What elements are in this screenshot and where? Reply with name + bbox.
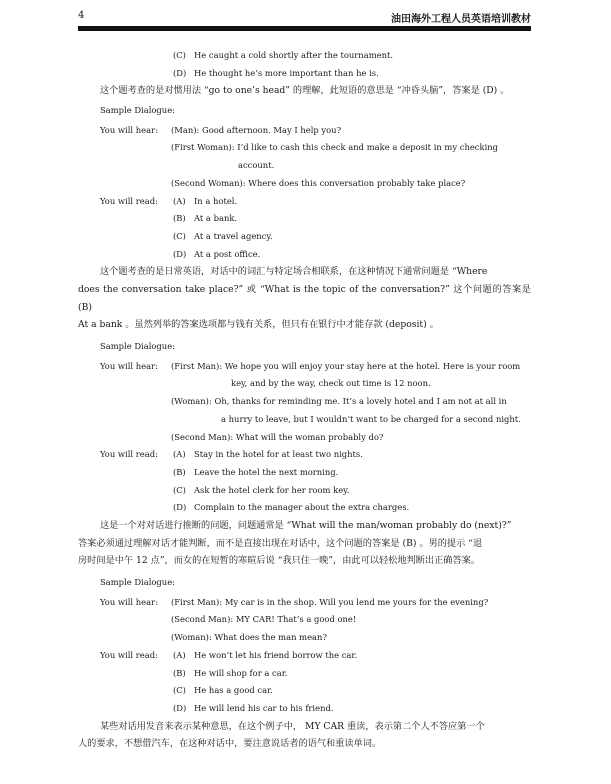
option-row	[78, 682, 531, 700]
dialogue-text	[171, 139, 498, 157]
option-row	[78, 647, 531, 665]
option-letter: (D)	[173, 67, 187, 78]
you-will-read-label: You will read:	[100, 195, 158, 206]
dialogue-continuation	[78, 375, 531, 393]
speaker: (Second Man):	[171, 614, 234, 625]
speaker: (Woman):	[171, 632, 212, 643]
option-text: He won’t let his friend borrow the car.	[194, 649, 358, 660]
option-letter: (D)	[173, 502, 187, 513]
option-text: Leave the hotel the next morning.	[194, 466, 339, 477]
book-title: 油田海外工程人员英语培训教材	[391, 14, 531, 25]
option-letter: (C)	[173, 484, 186, 495]
explanation-line: 房时间是中午 12 点”，而女的在短暂的寒暄后说 “我只住一晚”，由此可以轻松地判断出正确答案。	[78, 555, 481, 567]
dialogue-text	[171, 122, 341, 140]
option-letter: (C)	[173, 685, 186, 696]
explanation-line: 某些对话用发音来表示某种意思，在这个例子中， MY CAR 重读，表示第二个人不答应第一个	[100, 720, 485, 732]
you-will-read-label: You will read:	[100, 649, 158, 660]
option-row	[78, 446, 531, 464]
dialogue-line	[78, 429, 531, 447]
dialogue-text	[171, 175, 465, 193]
option-letter: (A)	[173, 649, 186, 660]
speaker: (Man):	[171, 124, 200, 135]
option-row	[78, 193, 531, 211]
option-text: He caught a cold shortly after the tournament.	[194, 50, 394, 60]
dialogue-text	[171, 611, 356, 629]
speaker: (First Woman):	[171, 142, 235, 153]
dialogue-line	[78, 175, 531, 193]
utterance: What does the man mean?	[214, 632, 327, 643]
option-letter: (D)	[173, 702, 187, 713]
explanation-line: 人的要求，不想借汽车，在这种对话中，要注意说话者的语气和重读单词。	[78, 738, 382, 750]
utterance: MY CAR! That’s a good one!	[235, 614, 357, 625]
option-row	[78, 700, 531, 718]
option-text: He will lend his car to his friend.	[194, 702, 334, 713]
option-row	[78, 499, 531, 517]
option-row	[78, 482, 531, 500]
option-text: Complain to the manager about the extra charges.	[194, 502, 410, 513]
explanation-line: 这个题考查的是日常英语，对话中的词汇与特定场合相联系，在这种情况下通常问题是 “Where	[100, 266, 488, 278]
option-text: At a travel agency.	[194, 230, 273, 241]
option-text: He will shop for a car.	[194, 667, 288, 678]
option-text: At a post office.	[194, 248, 261, 259]
dialogue-continuation	[78, 157, 531, 175]
speaker: (First Man):	[171, 596, 223, 607]
option-letter: (A)	[173, 195, 186, 206]
option-letter: (C)	[173, 230, 186, 241]
explanation-line: 这是一个对对话进行推断的问题，问题通常是 “What will the man/woman probably do (next)?”	[100, 519, 512, 531]
dialogue-line	[78, 122, 531, 140]
option-row	[78, 464, 531, 482]
option-text: Stay in the hotel for at least two nights.	[194, 449, 363, 460]
option-row	[78, 210, 531, 228]
dialogue-line	[78, 594, 531, 612]
option-text: He thought he’s more important than he is.	[194, 67, 379, 78]
sample-dialogue-label: Sample Dialogue:	[100, 577, 175, 588]
explanation-line: At a bank 。虽然列举的答案选项都与钱有关系，但只有在银行中才能存款 (deposit) 。	[78, 319, 439, 331]
utterance: What will the woman probably do?	[235, 431, 384, 442]
header-rule	[78, 26, 531, 31]
utterance: We hope you will enjoy your stay here at the hotel. Here is your room	[224, 360, 521, 371]
dialogue-continuation	[78, 411, 531, 429]
option-row	[78, 228, 531, 246]
option-letter: (B)	[173, 466, 186, 477]
dialogue-line	[78, 358, 531, 376]
dialogue-line	[78, 139, 531, 157]
sample-dialogue-label: Sample Dialogue:	[100, 341, 175, 352]
explanation-line: 这个题考查的是对惯用法 “go to one’s head” 的理解，此短语的意思是 “冲昏头脑”，答案是 (D) 。	[100, 85, 510, 97]
utterance: Good afternoon. May I help you?	[202, 124, 342, 135]
speaker: (Woman):	[171, 396, 212, 407]
explanation-line: does the conversation take place?” 或 “What is the topic of the conversation?” 这个问题的答案是 (B)	[78, 283, 531, 313]
dialogue-text	[171, 429, 383, 447]
sample-dialogue-label: Sample Dialogue:	[100, 105, 175, 116]
explanation-paragraph	[78, 718, 531, 753]
option-text: He has a good car.	[194, 685, 273, 696]
dialogue-line	[78, 611, 531, 629]
dialogue-text	[171, 358, 520, 376]
you-will-hear-label: You will hear:	[100, 124, 158, 135]
option-letter: (C)	[173, 50, 186, 60]
page-content	[78, 47, 531, 753]
option-row	[78, 65, 531, 83]
utterance-continuation: account.	[238, 160, 275, 171]
option-text: In a hotel.	[194, 195, 238, 206]
dialogue-text	[171, 629, 327, 647]
option-letter: (B)	[173, 667, 186, 678]
option-row	[78, 246, 531, 264]
utterance: Oh, thanks for reminding me. It’s a lovely hotel and I am not at all in	[214, 396, 507, 407]
speaker: (Second Woman):	[171, 177, 246, 188]
option-letter: (D)	[173, 248, 187, 259]
dialogue-line	[78, 629, 531, 647]
utterance: My car is in the shop. Will you lend me yours for the evening?	[224, 596, 489, 607]
option-letter: (B)	[173, 213, 186, 224]
you-will-hear-label: You will hear:	[100, 360, 158, 371]
option-row	[78, 665, 531, 683]
you-will-hear-label: You will hear:	[100, 596, 158, 607]
option-text: Ask the hotel clerk for her room key.	[194, 484, 350, 495]
speaker: (Second Man):	[171, 431, 234, 442]
option-row	[78, 47, 531, 65]
utterance-continuation: key, and by the way, check out time is 12 noon.	[231, 378, 431, 389]
dialogue-text	[171, 393, 507, 411]
option-text: At a bank.	[194, 213, 238, 224]
dialogue-line	[78, 393, 531, 411]
utterance: I’d like to cash this check and make a deposit in my checking	[237, 142, 499, 153]
explanation-paragraph	[78, 82, 531, 100]
utterance: Where does this conversation probably take place?	[248, 177, 466, 188]
utterance-continuation: a hurry to leave, but I wouldn’t want to be charged for a second night.	[221, 413, 521, 424]
option-letter: (A)	[173, 449, 186, 460]
dialogue-text	[171, 594, 488, 612]
explanation-line: 答案必须通过理解对话才能判断，而不是直接出现在对话中，这个问题的答案是 (B) 。男的提示 “退	[78, 537, 483, 549]
explanation-paragraph	[78, 517, 531, 570]
page-number: 4	[78, 10, 85, 21]
you-will-read-label: You will read:	[100, 449, 158, 460]
speaker: (First Man):	[171, 360, 223, 371]
explanation-paragraph	[78, 263, 531, 334]
